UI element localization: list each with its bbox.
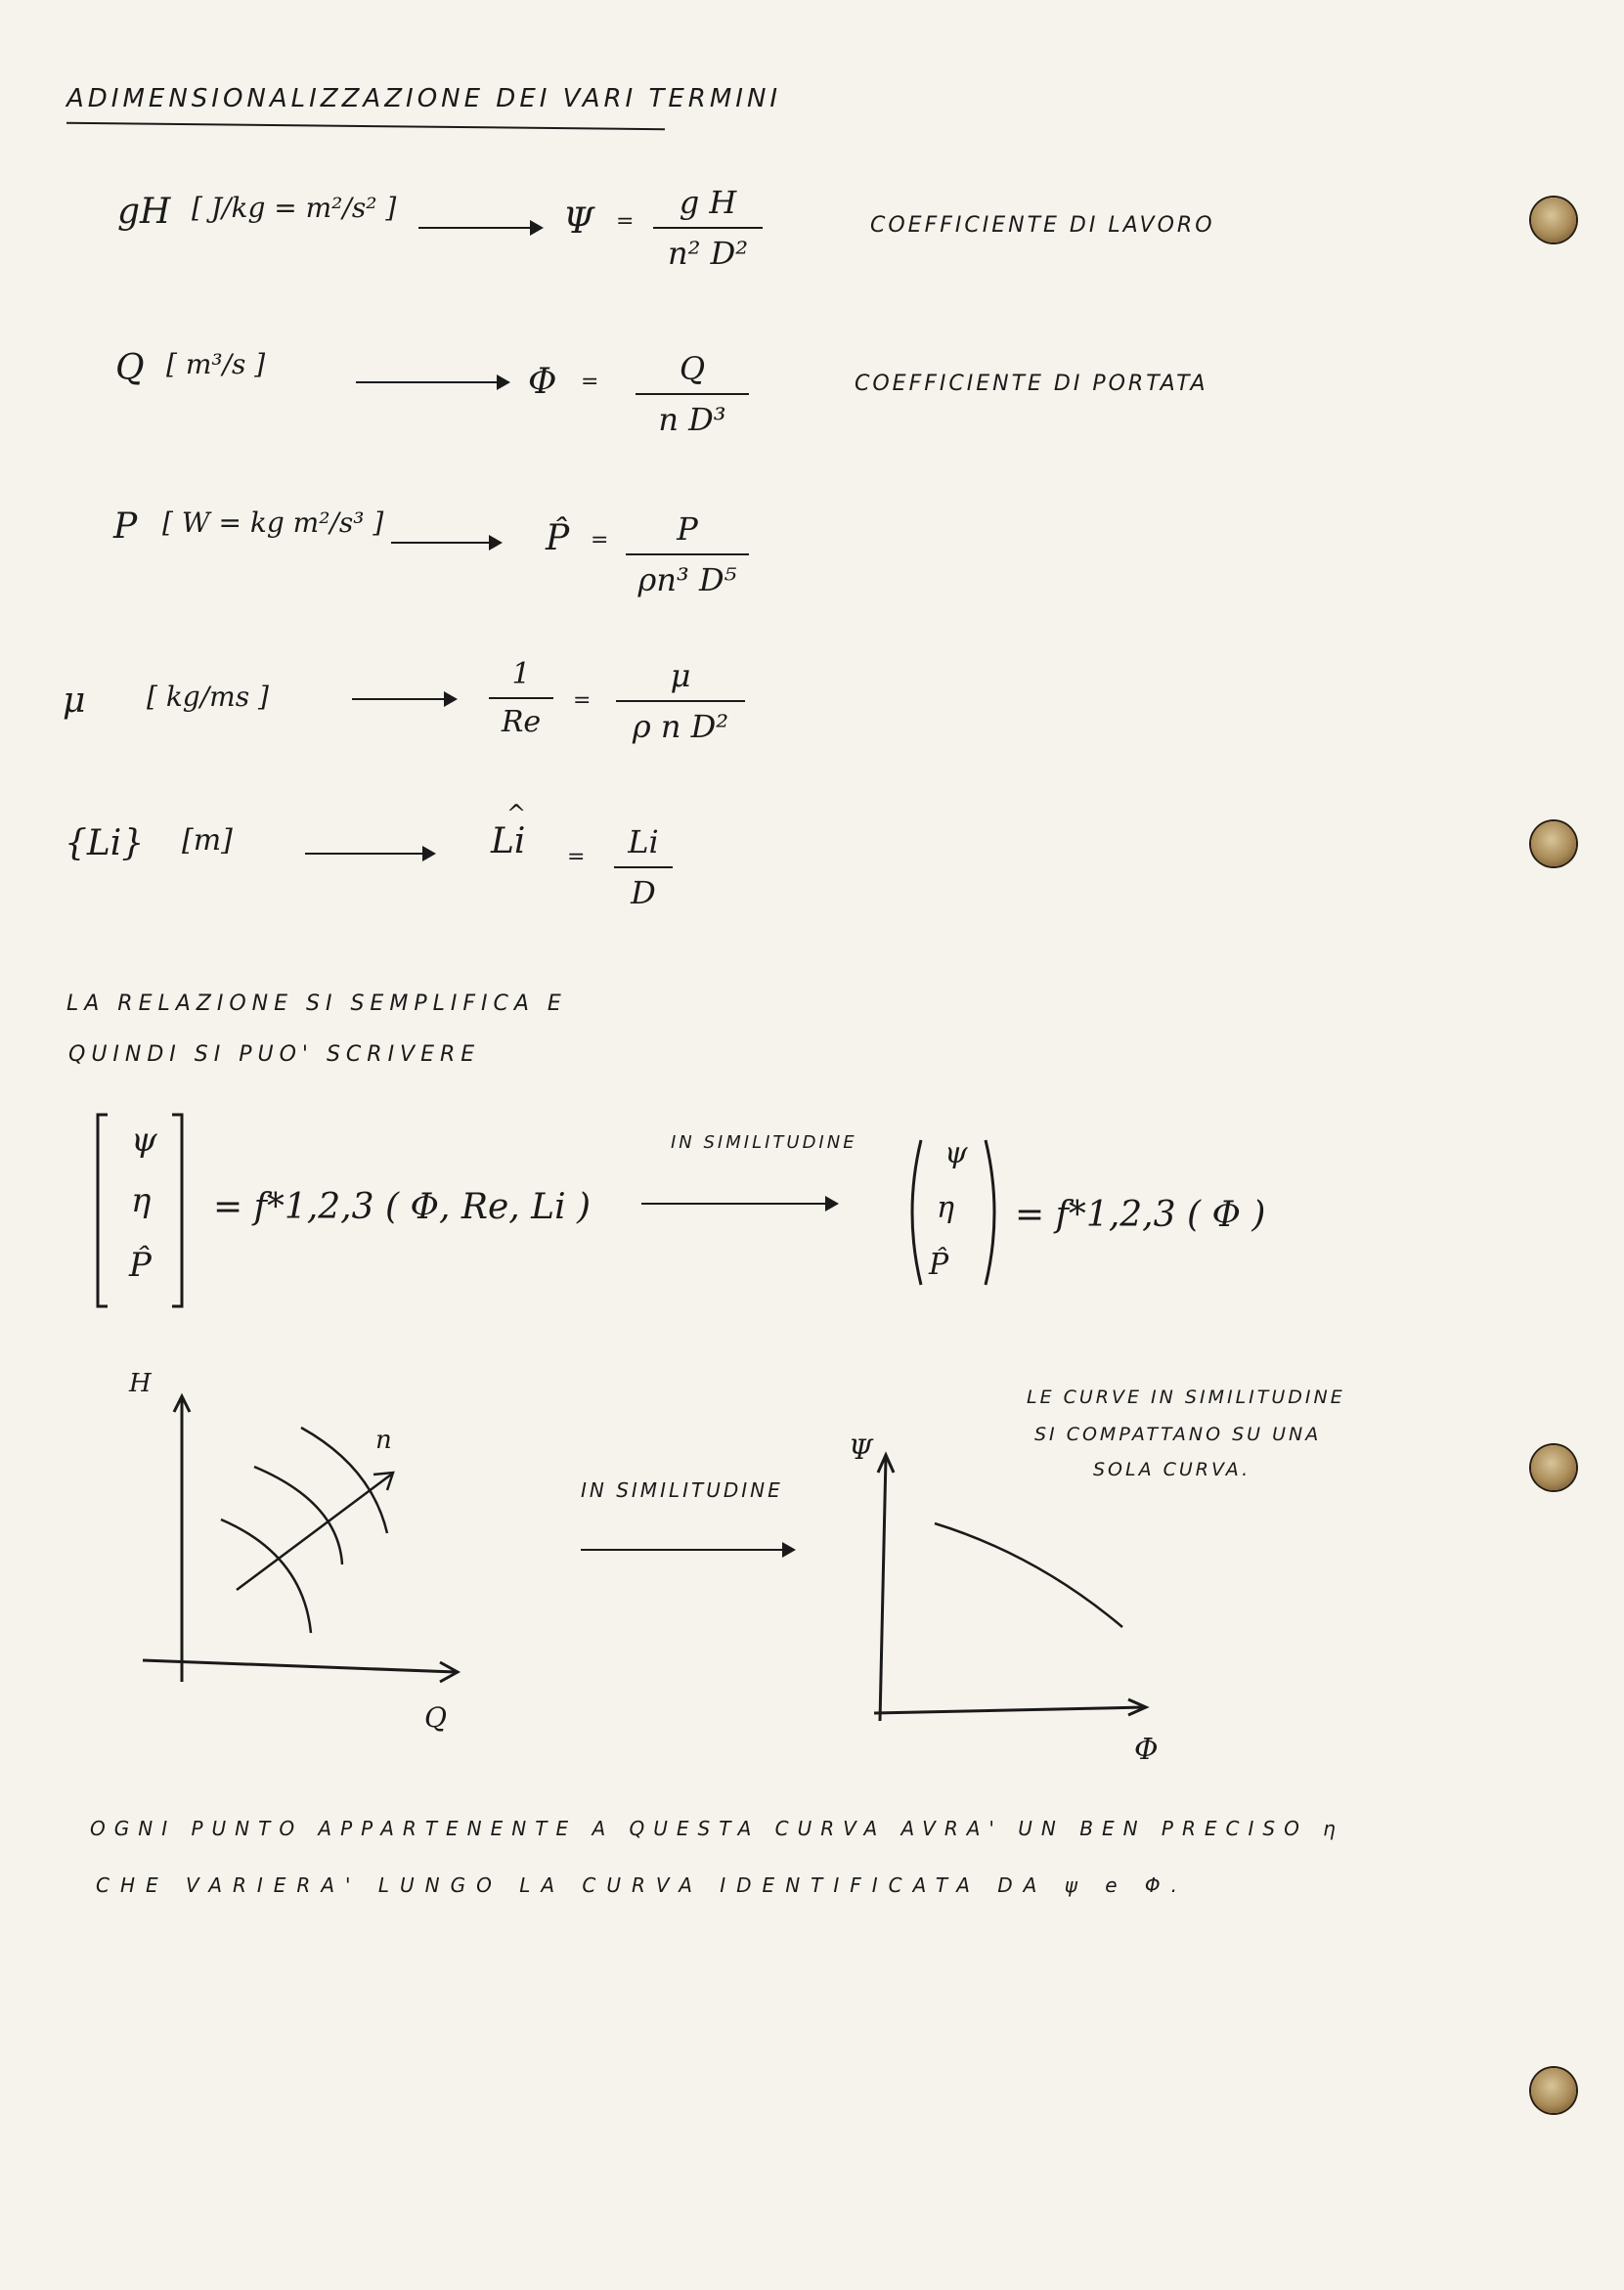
- right-graph-y-label: Ψ: [849, 1433, 873, 1466]
- row2-equals: =: [581, 370, 599, 394]
- row5-equals: =: [567, 845, 586, 869]
- relation-arrow: [641, 1203, 837, 1205]
- row3-units: [ W = kg m²/s³ ]: [162, 506, 384, 539]
- row2-fraction: [636, 350, 749, 438]
- graphs-note-line2: SI COMPATTANO SU UNA: [1034, 1424, 1322, 1445]
- conclusion-line2: CHE VARIERA' LUNGO LA CURVA IDENTIFICATA DA ψ e Φ.: [96, 1873, 1189, 1897]
- row1-numerator: g H: [679, 184, 737, 221]
- row4-denominator: ρ n D²: [632, 708, 729, 745]
- left-graph-y-label: H: [129, 1369, 152, 1398]
- row4-numerator: μ: [670, 657, 691, 694]
- row2-lhs: Q: [115, 348, 145, 388]
- left-graph-x-label: Q: [424, 1701, 447, 1734]
- left-vector-p: P̂: [129, 1246, 152, 1285]
- row5-symbol: Li: [491, 821, 526, 861]
- row1-lhs: gH: [117, 192, 171, 232]
- relation-text-line2: QUINDI SI PUO' SCRIVERE: [68, 1042, 481, 1067]
- graphs-note-line1: LE CURVE IN SIMILITUDINE: [1027, 1387, 1345, 1408]
- row5-fraction: [614, 823, 673, 911]
- row3-arrow: [391, 542, 501, 544]
- row2-numerator: Q: [679, 350, 706, 387]
- right-graph-x-label: Φ: [1134, 1733, 1159, 1767]
- relation-right-function: = f*1,2,3 ( Φ ): [1015, 1195, 1266, 1235]
- row2-denominator: n D³: [658, 401, 726, 438]
- conclusion-line1: OGNI PUNTO APPARTENENTE A QUESTA CURVA AVRA' UN BEN PRECISO η: [90, 1817, 1344, 1840]
- graphs-arrow-label: IN SIMILITUDINE: [581, 1478, 783, 1502]
- row2-arrow: [356, 381, 508, 383]
- row5-numerator: Li: [628, 823, 659, 860]
- row5-lhs: {Li}: [65, 823, 145, 863]
- binder-hole: [1531, 1445, 1576, 1490]
- row1-equals: =: [616, 209, 635, 234]
- relation-text-line1: LA RELAZIONE SI SEMPLIFICA E: [66, 991, 567, 1016]
- row3-lhs: P: [113, 506, 138, 547]
- row1-denominator: n² D²: [667, 235, 749, 272]
- row2-label: COEFFICIENTE DI PORTATA: [855, 372, 1208, 396]
- binder-hole: [1531, 198, 1576, 242]
- relation-arrow-label: IN SIMILITUDINE: [671, 1132, 857, 1153]
- row4-symbol-fraction: 1 Re: [489, 657, 553, 739]
- row5-units: [m]: [182, 823, 233, 858]
- page-title: ADIMENSIONALIZZAZIONE DEI VARI TERMINI: [66, 84, 782, 113]
- row4-arrow: [352, 698, 456, 700]
- row4-fraction: [616, 657, 745, 745]
- row3-numerator: P: [677, 510, 698, 548]
- row4-equals: =: [573, 688, 592, 713]
- row3-symbol: P̂: [546, 518, 570, 558]
- right-vector-psi: ψ: [944, 1136, 968, 1170]
- row5-arrow: [305, 853, 434, 855]
- row2-units: [ m³/s ]: [166, 348, 266, 380]
- binder-hole: [1531, 2068, 1576, 2113]
- row3-denominator: ρn³ D⁵: [637, 561, 737, 598]
- left-vector-eta: η: [131, 1181, 152, 1220]
- row3-equals: =: [591, 528, 609, 552]
- right-vector-p: P̂: [929, 1248, 949, 1282]
- row3-fraction: [626, 510, 749, 598]
- left-graph-curve-label: n: [375, 1426, 392, 1455]
- row2-symbol: Φ: [528, 362, 557, 402]
- row5-denominator: D: [631, 874, 656, 911]
- row1-arrow: [418, 227, 542, 229]
- row5-hat: ^: [506, 800, 527, 827]
- row1-fraction: [653, 184, 763, 272]
- title-underline: [66, 122, 665, 130]
- binder-hole: [1531, 821, 1576, 866]
- row1-label: COEFFICIENTE DI LAVORO: [870, 213, 1215, 238]
- row1-symbol: Ψ: [563, 201, 594, 242]
- left-graph: [98, 1369, 489, 1740]
- row1-units: [ J/kg = m²/s² ]: [192, 192, 397, 224]
- row4-units: [ kg/ms ]: [147, 681, 269, 713]
- graphs-arrow: [581, 1549, 794, 1551]
- left-vector-psi: ψ: [131, 1121, 157, 1160]
- row4-lhs: μ: [63, 681, 86, 721]
- right-vector-eta: η: [937, 1191, 954, 1225]
- relation-left-function: = f*1,2,3 ( Φ, Re, Li ): [213, 1187, 592, 1227]
- graphs-note-line3: SOLA CURVA.: [1093, 1459, 1251, 1480]
